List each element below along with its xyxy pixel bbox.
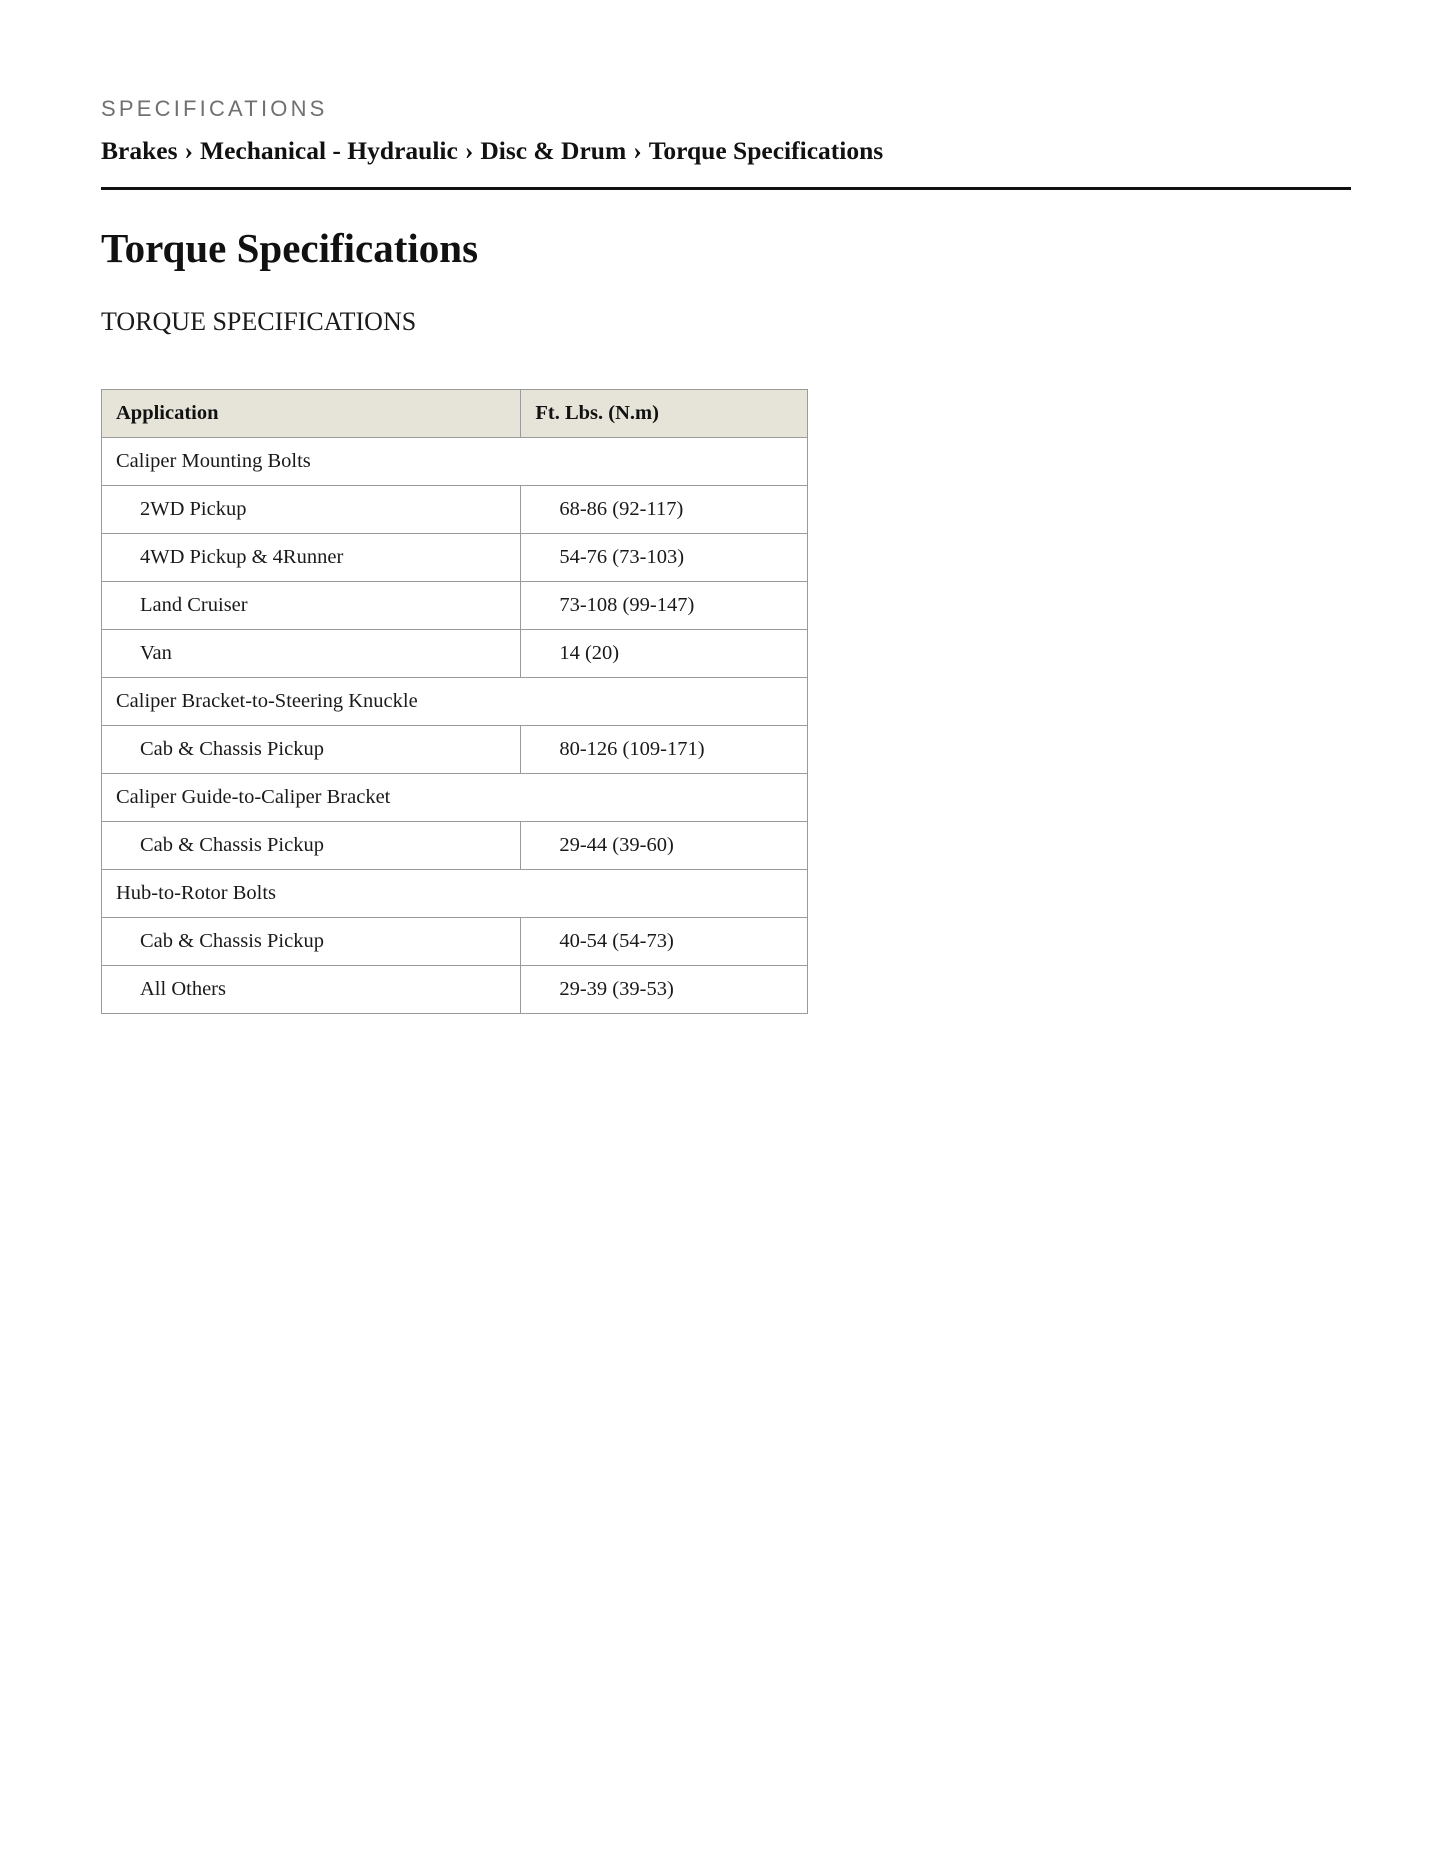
breadcrumb-separator: › bbox=[633, 136, 642, 165]
torque-value-cell: 40-54 (54-73) bbox=[521, 918, 808, 966]
torque-value-cell: 54-76 (73-103) bbox=[521, 534, 808, 582]
table-row bbox=[102, 486, 808, 534]
table-group-row bbox=[102, 438, 808, 486]
application-cell: Cab & Chassis Pickup bbox=[102, 918, 521, 966]
section-label: SPECIFICATIONS bbox=[101, 96, 328, 121]
breadcrumb bbox=[101, 136, 883, 166]
breadcrumb-item-mechanical-hydraulic: Mechanical - Hydraulic bbox=[200, 136, 458, 165]
breadcrumb-separator: › bbox=[184, 136, 193, 165]
torque-spec-table bbox=[101, 389, 808, 1014]
table-heading: TORQUE SPECIFICATIONS bbox=[101, 307, 417, 336]
group-label: Hub-to-Rotor Bolts bbox=[102, 870, 808, 918]
column-header-application: Application bbox=[102, 390, 521, 438]
table-row bbox=[102, 582, 808, 630]
group-label: Caliper Guide-to-Caliper Bracket bbox=[102, 774, 808, 822]
application-cell: 2WD Pickup bbox=[102, 486, 521, 534]
group-label: Caliper Mounting Bolts bbox=[102, 438, 808, 486]
table-row bbox=[102, 822, 808, 870]
table-group-row bbox=[102, 870, 808, 918]
breadcrumb-separator: › bbox=[464, 136, 474, 165]
torque-value-cell: 68-86 (92-117) bbox=[521, 486, 808, 534]
table-row bbox=[102, 630, 808, 678]
application-cell: Cab & Chassis Pickup bbox=[102, 822, 521, 870]
table-row bbox=[102, 918, 808, 966]
page-title: Torque Specifications bbox=[101, 225, 479, 271]
breadcrumb-item-torque-specifications: Torque Specifications bbox=[648, 136, 884, 165]
table-row bbox=[102, 534, 808, 582]
application-cell: 4WD Pickup & 4Runner bbox=[102, 534, 521, 582]
torque-value-cell: 73-108 (99-147) bbox=[521, 582, 808, 630]
table-row bbox=[102, 966, 808, 1014]
application-cell: Van bbox=[102, 630, 521, 678]
column-header-torque: Ft. Lbs. (N.m) bbox=[521, 390, 808, 438]
application-cell: All Others bbox=[102, 966, 521, 1014]
header-divider bbox=[101, 187, 1351, 190]
torque-value-cell: 29-44 (39-60) bbox=[521, 822, 808, 870]
application-cell: Land Cruiser bbox=[102, 582, 521, 630]
torque-value-cell: 80-126 (109-171) bbox=[521, 726, 808, 774]
table-header-row bbox=[102, 390, 808, 438]
breadcrumb-item-brakes: Brakes bbox=[101, 136, 178, 165]
application-cell: Cab & Chassis Pickup bbox=[102, 726, 521, 774]
table-group-row bbox=[102, 774, 808, 822]
table-group-row bbox=[102, 678, 808, 726]
table-row bbox=[102, 726, 808, 774]
table-body bbox=[102, 438, 808, 1014]
torque-value-cell: 29-39 (39-53) bbox=[521, 966, 808, 1014]
group-label: Caliper Bracket-to-Steering Knuckle bbox=[102, 678, 808, 726]
breadcrumb-item-disc-drum: Disc & Drum bbox=[480, 136, 627, 165]
torque-value-cell: 14 (20) bbox=[521, 630, 808, 678]
